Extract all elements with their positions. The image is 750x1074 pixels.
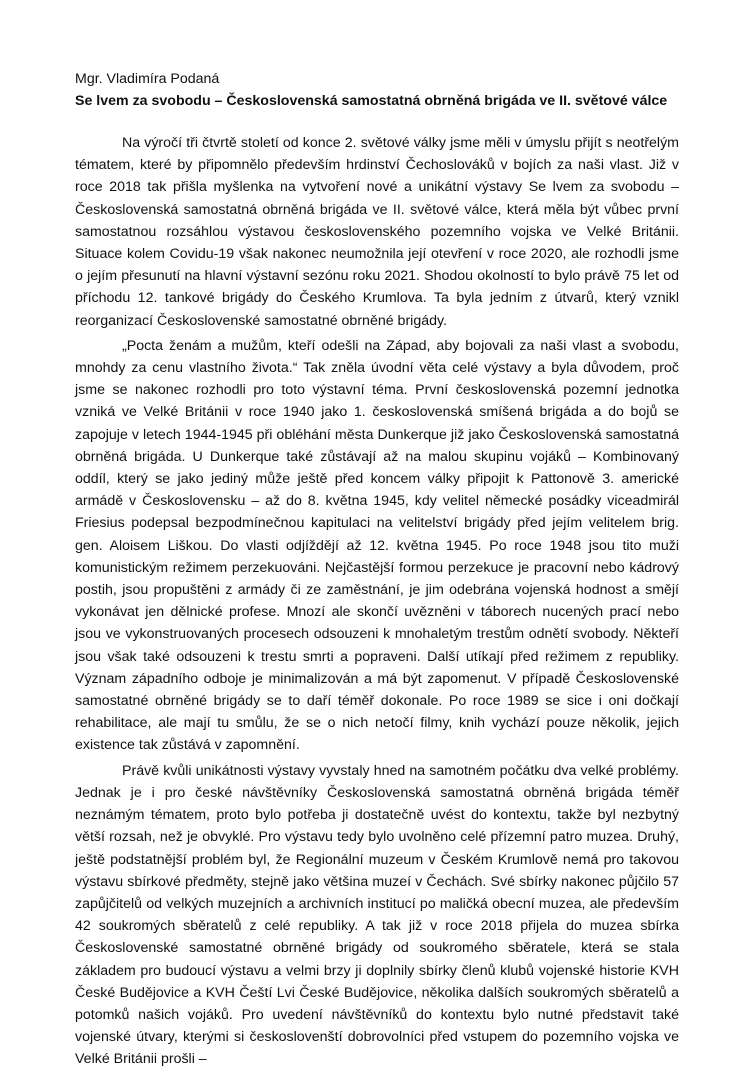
body-paragraph-1: Na výročí tři čtvrtě století od konce 2. světové války jsme měli v úmyslu přijít s neotřelým tématem, které by připomnělo především hrdinství Čechoslováků v bojích za naši vlast. Již v roce 2018 tak přišla myšlenka na vytvoření nové a unikátní výstavy Se lvem za svobodu – Československá samostatná obrněná brigáda ve II. světové válce, která měla být vůbec první samostatnou rozsáhlou výstavou československého pozemního vojska ve Velké Británii. Situace kolem Covidu-19 však nakonec neumožnila její otevření v roce 2020, ale rozhodli jsme o jejím přesunutí na hlavní výstavní sezónu roku 2021. Shodou okolností to bylo právě 75 let od příchodu 12. tankové brigády do Českého Krumlova. Ta byla jedním z útvarů, který vznikl reorganizací Československé samostatné obrněné brigády. <box>75 135 679 329</box>
author-name: Mgr. Vladimíra Podaná <box>75 71 220 87</box>
body-paragraph-2: „Pocta ženám a mužům, kteří odešli na Západ, aby bojovali za naši vlast a svobodu, mnohdy za cenu vlastního života.“ Tak zněla úvodní věta celé výstavy a byla důvodem, proč jsme se nakonec rozhodli pro toto výstavní téma. První československá pozemní jednotka vzniká ve Velké Británii v roce 1940 jako 1. československá smíšená brigáda a do bojů se zapojuje v letech 1944-1945 při obléhání města Dunkerque již jako Československá samostatná obrněná brigáda. U Dunkerque také zůstávají až na malou skupinu vojáků – Kombinovaný oddíl, který se jako jediný může ještě před koncem války připojit k Pattonově 3. americké armádě v Československu – až do 8. května 1945, kdy velitel německé posádky viceadmirál Friesius podepsal bezpodmínečnou kapitulaci na velitelství brigády před jejím velitelem brig. gen. Aloisem Liškou. Do vlasti odjíždějí až 12. května 1945. Po roce 1948 jsou tito muži komunistickým režimem perzekuováni. Nejčastější formou perzekuce je pracovní nebo kádrový postih, jsou propuštěni z armády či ze zaměstnání, je jim odebrána vojenská hodnost a smějí vykonávat jen dělnické profese. Mnozí ale skončí uvězněni v táborech nucených prací nebo jsou ve vykonstruovaných procesech odsouzeni k mnohaletým trestům odnětí svobody. Někteří jsou však také odsouzeni k trestu smrti a popraveni. Další utíkají před režimem z republiky. Význam západního odboje je minimalizován a má být zapomenut. V případě Československé samostatné obrněné brigády se to daří téměř dokonale. Po roce 1989 se sice i oni dočkají rehabilitace, ale mají tu smůlu, že se o nich netočí filmy, knih vychází pouze několik, jejich existence tak zůstává v zapomnění. <box>75 337 679 754</box>
article-title: Se lvem za svobodu – Československá samostatná obrněná brigáda ve II. světové válce <box>75 93 668 109</box>
document-page <box>75 68 679 1074</box>
body-paragraph-3: Právě kvůli unikátnosti výstavy vyvstaly hned na samotném počátku dva velké problémy. Jednak je i pro české návštěvníky Československá samostatná obrněná brigáda téměř neznámým tématem, proto bylo potřeba ji dostatečně uvést do kontextu, takže byl nezbytný větší rozsah, než je obvyklé. Pro výstavu tedy bylo uvolněno celé přízemní patro muzea. Druhý, ještě podstatnější problém byl, že Regionální muzeum v Českém Krumlově nemá pro takovou výstavu sbírkové předměty, stejně jako většina muzeí v Čechách. Své sbírky nakonec půjčilo 57 zapůjčitelů od velkých muzejních a archivních institucí po maličká obecní muzea, ale především 42 soukromých sběratelů z celé republiky. A tak již v roce 2018 přijela do muzea sbírka Československé samostatné obrněné brigády od soukromého sběratele, která se stala základem pro budoucí výstavu a velmi brzy ji doplnily sbírky členů klubů vojenské historie KVH České Budějovice a KVH Čeští Lvi České Budějovice, několika dalších soukromých sběratelů a potomků našich vojáků. Pro uvedení návštěvníků do kontextu bylo nutné představit také vojenské útvary, kterými si českoslovenští dobrovolníci před vstupem do pozemního vojska ve Velké Británii prošli – <box>75 762 679 1068</box>
